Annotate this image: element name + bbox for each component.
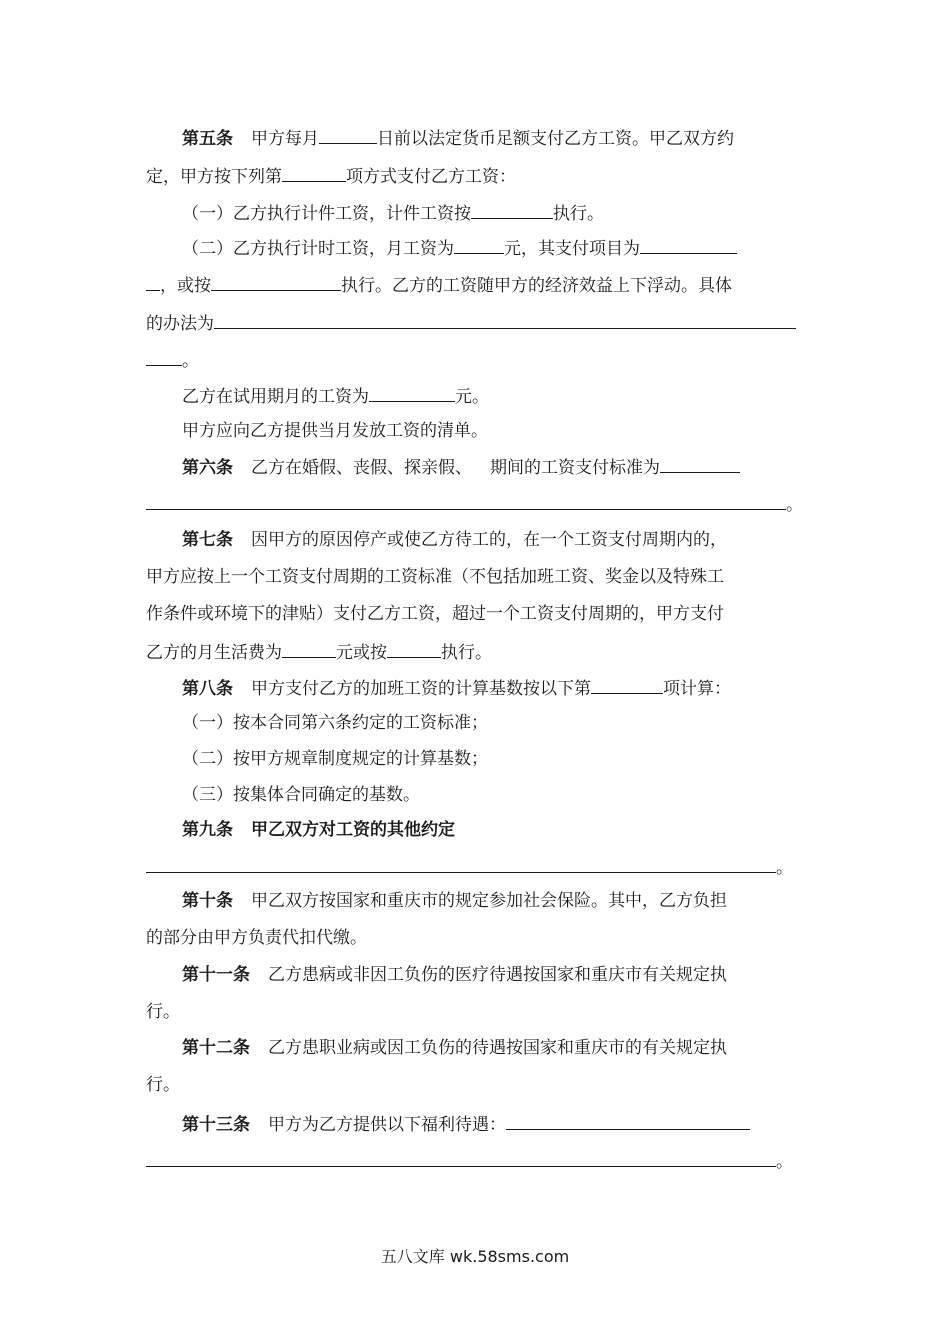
text: 项计算： [663,679,731,699]
text: 。 [786,495,803,515]
article-11-title: 第十一条 [182,965,250,985]
article-13-line-2 [146,1149,806,1173]
text: 。 [182,351,199,371]
text: 乙方患职业病或因工负伤的待遇按国家和重庆市的有关规定执 [268,1038,727,1058]
text: （二）按甲方规章制度规定的计算基数； [182,749,488,769]
text: 行。 [146,1002,180,1022]
article-8-line-1 [182,676,806,700]
article-13-line-1 [182,1112,806,1136]
article-7-title: 第七条 [182,530,233,550]
text: 元，其支付项目为 [504,239,640,259]
article-9-line-1 [182,819,806,841]
blank-field [146,855,776,873]
text: 作条件或环境下的津贴）支付乙方工资，超过一个工资支付周期的，甲方支付 [146,604,724,624]
article-12-line-1 [182,1037,806,1059]
article-11-line-1 [182,964,806,986]
blank-field [660,455,740,473]
article-8-item-3 [182,784,806,806]
article-6-line-1 [182,455,806,479]
article-5-line-1 [182,126,806,150]
text: 乙方在婚假、丧假、探亲假、 [251,458,472,478]
article-8-item-1 [182,712,806,734]
footer-watermark: 五八文库 wk.58sms.com [380,1247,570,1266]
blank-field [640,236,737,254]
text: 日前以法定货币足额支付乙方工资。甲乙双方约 [377,129,734,149]
text: 甲乙双方按国家和重庆市的规定参加社会保险。其中，乙方负担 [251,891,727,911]
article-12-line-2 [146,1074,806,1096]
text: 乙方患病或非因工负伤的医疗待遇按国家和重庆市有关规定执 [268,965,727,985]
article-7-line-4 [146,640,806,664]
blank-field [506,1112,750,1130]
text: 的部分由甲方负责代扣代缴。 [146,928,367,948]
option-1-line [182,201,806,225]
article-8-item-2 [182,748,806,770]
text: 因甲方的原因停产或使乙方待工的，在一个工资支付周期内的， [251,530,727,550]
text: 乙方的月生活费为 [146,643,282,663]
article-5-title: 第五条 [182,129,233,149]
blank-field [146,492,786,510]
probation-wage-line [182,384,806,408]
text: 。 [776,858,793,878]
article-10-title: 第十条 [182,891,233,911]
text: 甲方支付乙方的加班工资的计算基数按以下第 [251,679,591,699]
article-6-title: 第六条 [182,458,233,478]
text: 定，甲方按下列第 [146,167,282,187]
text: 元或按 [336,643,387,663]
blank-field [282,164,346,182]
text: 甲方应向乙方提供当月发放工资的清单。 [182,421,488,441]
article-10-line-1 [182,890,806,912]
text: 执行。乙方的工资随甲方的经济效益上下浮动。具体 [341,276,732,296]
text: 甲方为乙方提供以下福利待遇： [268,1115,506,1135]
article-7-line-1 [182,529,806,551]
text: （一）乙方执行计件工资，计件工资按 [182,204,471,224]
article-6-line-2 [146,492,806,516]
blank-field [387,640,441,658]
article-11-line-2 [146,1001,806,1023]
article-9-title: 第九条 [182,820,233,840]
option-2-line-4 [146,348,806,372]
text: 。 [776,1152,793,1172]
text: 甲方应按上一个工资支付周期的工资标准（不包括加班工资、奖金以及特殊工 [146,567,724,587]
article-7-line-3 [146,603,806,625]
text: 期间的工资支付标准为 [490,458,660,478]
text: 甲方每月 [251,129,319,149]
text: （三）按集体合同确定的基数。 [182,785,420,805]
text: ，或按 [160,276,211,296]
text: 执行。 [441,643,492,663]
option-2-line-2 [146,273,806,297]
text: 乙方在试用期月的工资为 [182,387,369,407]
blank-field [146,273,160,291]
text: （一）按本合同第六条约定的工资标准； [182,713,488,733]
blank-field [591,676,663,694]
text: 的办法为 [146,314,214,334]
blank-field [471,201,553,219]
blank-field [146,1149,776,1167]
article-13-title: 第十三条 [182,1115,250,1135]
text: 元。 [455,387,489,407]
option-2-line-1 [182,236,806,260]
payslip-line [182,420,806,442]
blank-field [319,126,377,144]
article-12-title: 第十二条 [182,1038,250,1058]
article-5-line-2 [146,164,806,188]
blank-field [211,273,341,291]
blank-field [282,640,336,658]
text: 执行。 [553,204,604,224]
blank-field [369,384,455,402]
blank-field [454,236,504,254]
option-2-line-3 [146,311,806,335]
article-10-line-2 [146,927,806,949]
text: 行。 [146,1075,180,1095]
blank-field [214,311,796,329]
article-9-line-2 [146,855,806,879]
blank-field [146,348,182,366]
article-8-title: 第八条 [182,679,233,699]
article-7-line-2 [146,566,806,588]
text: 甲乙双方对工资的其他约定 [251,820,455,840]
text: 项方式支付乙方工资： [346,167,516,187]
text: （二）乙方执行计时工资，月工资为 [182,239,454,259]
